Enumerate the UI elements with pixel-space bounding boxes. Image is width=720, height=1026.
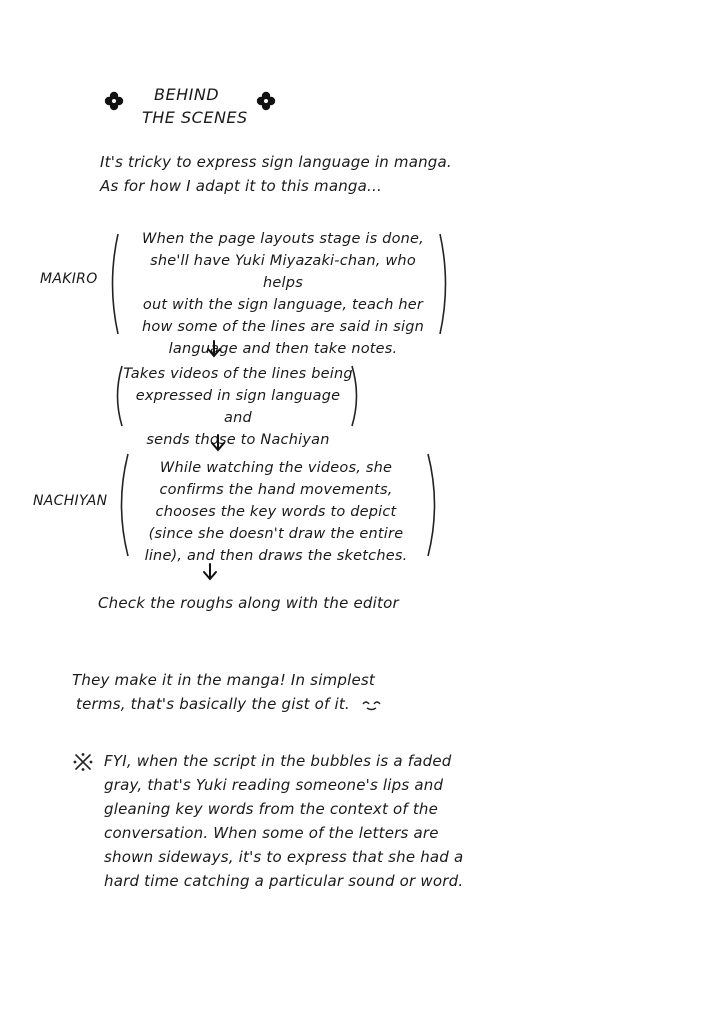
arrow-down-icon xyxy=(202,563,218,581)
step-makiro xyxy=(128,228,438,360)
step-video-line: sends those to Nachiyan xyxy=(146,432,330,448)
smiley-face-icon xyxy=(361,698,383,712)
summary-line-2-text: terms, that's basically the gist of it. xyxy=(76,695,350,713)
person-label-makiro: MAKIRO xyxy=(40,271,98,287)
step-nachiyan-line: chooses the key words to depict xyxy=(155,504,397,520)
bracket-left-icon xyxy=(106,232,120,336)
summary-line-2 xyxy=(72,692,383,716)
intro-line-1: It's tricky to express sign language in manga. xyxy=(100,153,452,171)
step-makiro-line: language and then take notes. xyxy=(168,341,398,357)
fyi-note-line: FYI, when the script in the bubbles is a faded xyxy=(104,752,452,770)
step-makiro-line: out with the sign language, teach her xyxy=(142,297,424,313)
step-makiro-line: she'll have Yuki Miyazaki-chan, who helps xyxy=(150,253,416,291)
intro-line-2: As for how I adapt it to this manga... xyxy=(100,177,382,195)
person-label-nachiyan: NACHIYAN xyxy=(33,493,108,509)
step-nachiyan-line: (since she doesn't draw the entire xyxy=(148,526,404,542)
bracket-right-icon xyxy=(426,452,442,558)
summary-text xyxy=(72,668,383,716)
flower-ornament-left-icon xyxy=(104,91,124,111)
summary-line-1: They make it in the manga! In simplest xyxy=(72,671,375,689)
fyi-note-line: hard time catching a particular sound or word. xyxy=(104,872,464,890)
flower-ornament-right-icon xyxy=(256,91,276,111)
title-line-2: THE SCENES xyxy=(142,108,248,127)
step-nachiyan xyxy=(125,457,427,567)
fyi-note-line: shown sideways, it's to express that she had a xyxy=(104,848,464,866)
fyi-note-line: gray, that's Yuki reading someone's lips and xyxy=(104,776,444,794)
fyi-note-line: conversation. When some of the letters are xyxy=(104,824,439,842)
step-nachiyan-line: While watching the videos, she xyxy=(159,460,393,476)
arrow-down-icon xyxy=(206,340,222,358)
fyi-note-line: gleaning key words from the context of the xyxy=(104,800,439,818)
bracket-right-icon xyxy=(350,364,362,428)
reference-mark-icon xyxy=(72,751,94,773)
page-title xyxy=(142,83,248,129)
intro-text xyxy=(100,150,452,198)
step-check: Check the roughs along with the editor xyxy=(98,594,399,612)
step-makiro-line: When the page layouts stage is done, xyxy=(142,231,424,247)
step-video xyxy=(120,363,356,451)
bracket-right-icon xyxy=(438,232,452,336)
step-nachiyan-line: line), and then draws the sketches. xyxy=(144,548,408,564)
step-makiro-line: how some of the lines are said in sign xyxy=(142,319,424,335)
fyi-note xyxy=(104,749,464,893)
step-video-line: Takes videos of the lines being xyxy=(123,366,353,382)
step-nachiyan-line: confirms the hand movements, xyxy=(159,482,393,498)
step-video-line: expressed in sign language and xyxy=(135,388,341,426)
title-line-1: BEHIND xyxy=(154,85,220,104)
arrow-down-icon xyxy=(210,434,226,452)
